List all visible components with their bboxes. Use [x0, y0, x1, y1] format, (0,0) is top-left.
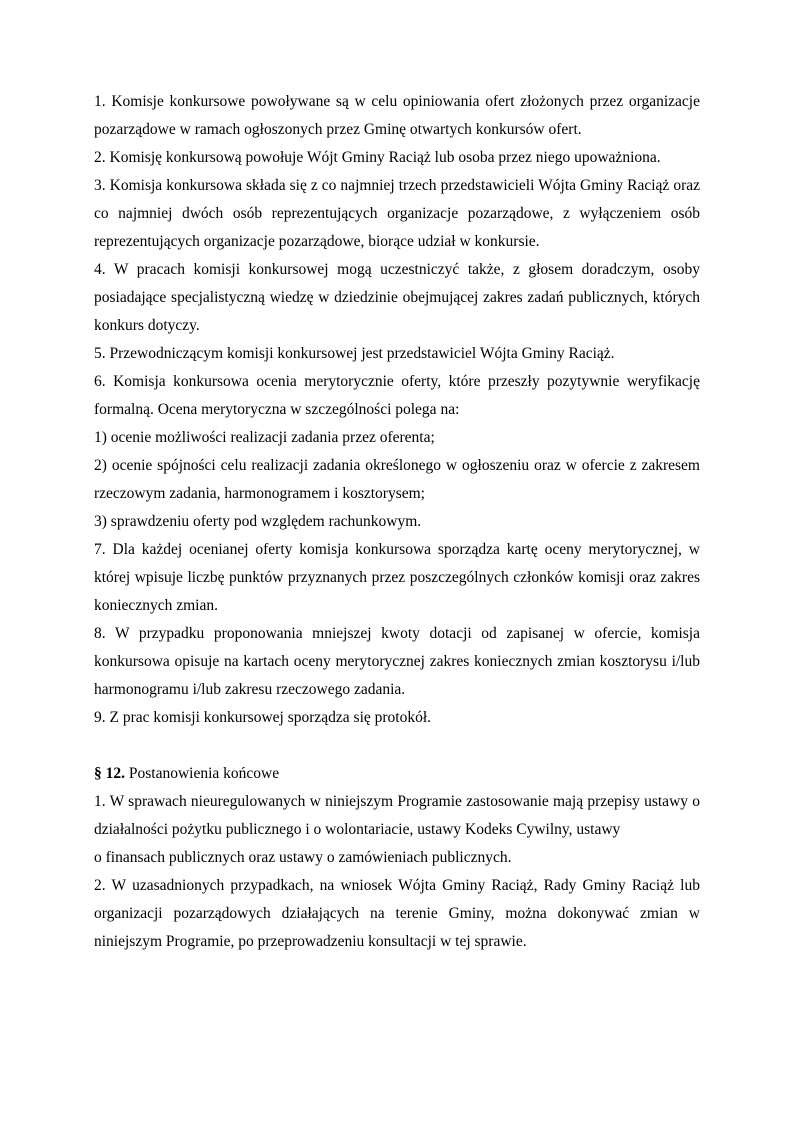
- paragraph: 6. Komisja konkursowa ocenia merytorycznie oferty, które przeszły pozytywnie weryfikację formalną. Ocena merytoryczna w szczególności polega na:: [94, 373, 700, 418]
- paragraph: o finansach publicznych oraz ustawy o zamówieniach publicznych.: [94, 849, 512, 866]
- paragraph: 7. Dla każdej ocenianej oferty komisja konkursowa sporządza kartę oceny merytorycznej, w której wpisuje liczbę punktów przyznanych przez poszczególnych członków komisji oraz zakres koniecznych zmian.: [94, 541, 700, 614]
- paragraph: 3) sprawdzeniu oferty pod względem rachunkowym.: [94, 513, 422, 530]
- paragraph: 5. Przewodniczącym komisji konkursowej jest przedstawiciel Wójta Gminy Raciąż.: [94, 345, 615, 362]
- paragraph: 1. Komisje konkursowe powoływane są w celu opiniowania ofert złożonych przez organizacje pozarządowe w ramach ogłoszonych przez Gminę otwartych konkursów ofert.: [94, 93, 700, 138]
- paragraph: 3. Komisja konkursowa składa się z co najmniej trzech przedstawicieli Wójta Gminy Raciąż oraz co najmniej dwóch osób reprezentujących organizacje pozarządowe, z wyłączeniem osób reprezentujących organizacje pozarządowe, biorące udział w konkursie.: [94, 177, 700, 250]
- paragraph: 2. Komisję konkursową powołuje Wójt Gminy Raciąż lub osoba przez niego upoważniona.: [94, 149, 661, 166]
- paragraph: 1) ocenie możliwości realizacji zadania przez oferenta;: [94, 429, 435, 446]
- section-heading: [94, 760, 700, 788]
- section-title: Postanowienia końcowe: [128, 765, 280, 782]
- section-number: § 12.: [94, 765, 125, 782]
- paragraph: 2) ocenie spójności celu realizacji zadania określonego w ogłoszeniu oraz w ofercie z zakresem rzeczowym zadania, harmonogramem i kosztorysem;: [94, 457, 700, 502]
- paragraph: 1. W sprawach nieuregulowanych w niniejszym Programie zastosowanie mają przepisy ustawy o działalności pożytku publicznego i o wolontariacie, ustawy Kodeks Cywilny, ustawy: [94, 793, 700, 838]
- document-body: [94, 88, 700, 956]
- paragraph: 4. W pracach komisji konkursowej mogą uczestniczyć także, z głosem doradczym, osoby posiadające specjalistyczną wiedzę w dziedzinie obejmującej zakres zadań publicznych, których konkurs dotyczy.: [94, 261, 700, 334]
- paragraph: 2. W uzasadnionych przypadkach, na wniosek Wójta Gminy Raciąż, Rady Gminy Raciąż lub organizacji pozarządowych działających na terenie Gminy, można dokonywać zmian w niniejszym Programie, po przeprowadzeniu konsultacji w tej sprawie.: [94, 877, 700, 950]
- paragraph: 8. W przypadku proponowania mniejszej kwoty dotacji od zapisanej w ofercie, komisja konkursowa opisuje na kartach oceny merytorycznej zakres koniecznych zmian kosztorysu i/lub harmonogramu i/lub zakresu rzeczowego zadania.: [94, 625, 700, 698]
- paragraph: 9. Z prac komisji konkursowej sporządza się protokół.: [94, 709, 432, 726]
